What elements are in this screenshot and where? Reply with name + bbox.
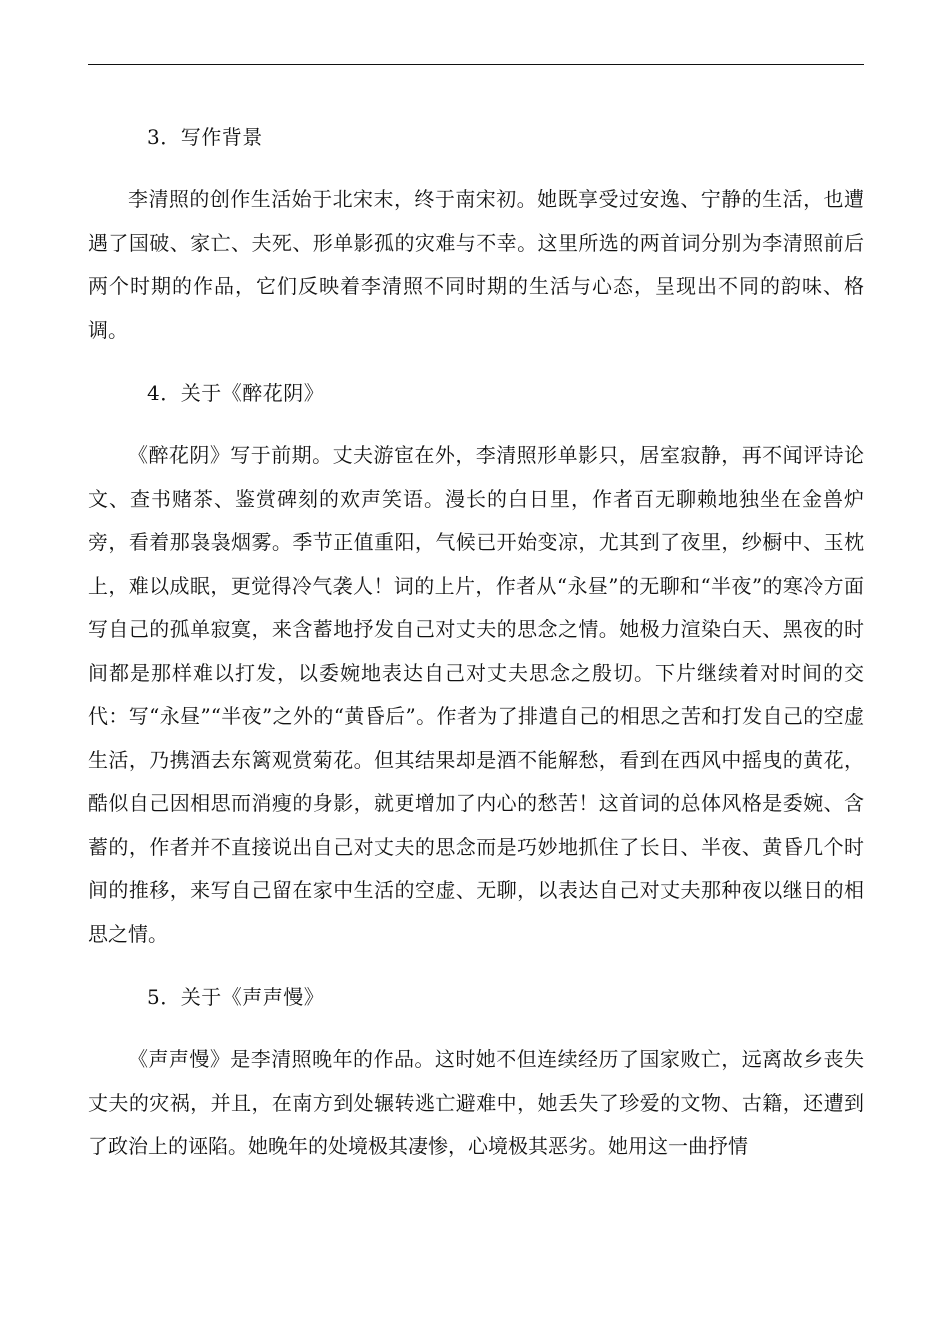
section-paragraph: 《声声慢》是李清照晚年的作品。这时她不但连续经历了国家败亡，远离故乡丧失丈夫的灾祸，并且，在南方到处辗转逃亡避难中，她丢失了珍爱的文物、古籍，还遭到了政治上的诬陷。她晚年的处境极其凄惨，心境极其恶劣。她用这一曲抒情 bbox=[88, 1047, 864, 1158]
document-body bbox=[88, 115, 864, 1188]
section-heading: 5．关于《声声慢》 bbox=[147, 985, 325, 1009]
section-heading: 4．关于《醉花阴》 bbox=[147, 381, 325, 405]
section-zuihuayin bbox=[88, 371, 864, 956]
section-writing-background bbox=[88, 115, 864, 352]
header-rule bbox=[88, 64, 864, 65]
section-shengshengman bbox=[88, 975, 864, 1169]
section-heading: 3．写作背景 bbox=[147, 125, 263, 149]
section-paragraph: 李清照的创作生活始于北宋末，终于南宋初。她既享受过安逸、宁静的生活，也遭遇了国破、家亡、夫死、形单影孤的灾难与不幸。这里所选的两首词分别为李清照前后两个时期的作品，它们反映着李清照不同时期的生活与心态，呈现出不同的韵味、格调。 bbox=[88, 187, 864, 342]
section-paragraph: 《醉花阴》写于前期。丈夫游宦在外，李清照形单影只，居室寂静，再不闻评诗论文、查书赌茶、鉴赏碑刻的欢声笑语。漫长的白日里，作者百无聊赖地独坐在金兽炉旁，看着那袅袅烟雾。季节正值重阳，气候已开始变凉，尤其到了夜里，纱橱中、玉枕上，难以成眠，更觉得冷气袭人！词的上片，作者从“永昼”的无聊和“半夜”的寒冷方面写自己的孤单寂寞，来含蓄地抒发自己对丈夫的思念之情。她极力渲染白天、黑夜的时间都是那样难以打发，以委婉地表达自己对丈夫思念之殷切。下片继续着对时间的交代：写“永昼”“半夜”之外的“黄昏后”。作者为了排遣自己的相思之苦和打发自己的空虚生活，乃携酒去东篱观赏菊花。但其结果却是酒不能解愁，看到在西风中摇曳的黄花，酷似自己因相思而消瘦的身影，就更增加了内心的愁苦！这首词的总体风格是委婉、含蓄的，作者并不直接说出自己对丈夫的思念而是巧妙地抓住了长日、半夜、黄昏几个时间的推移，来写自己留在家中生活的空虚、无聊，以表达自己对丈夫那种夜以继日的相思之情。 bbox=[88, 443, 864, 946]
